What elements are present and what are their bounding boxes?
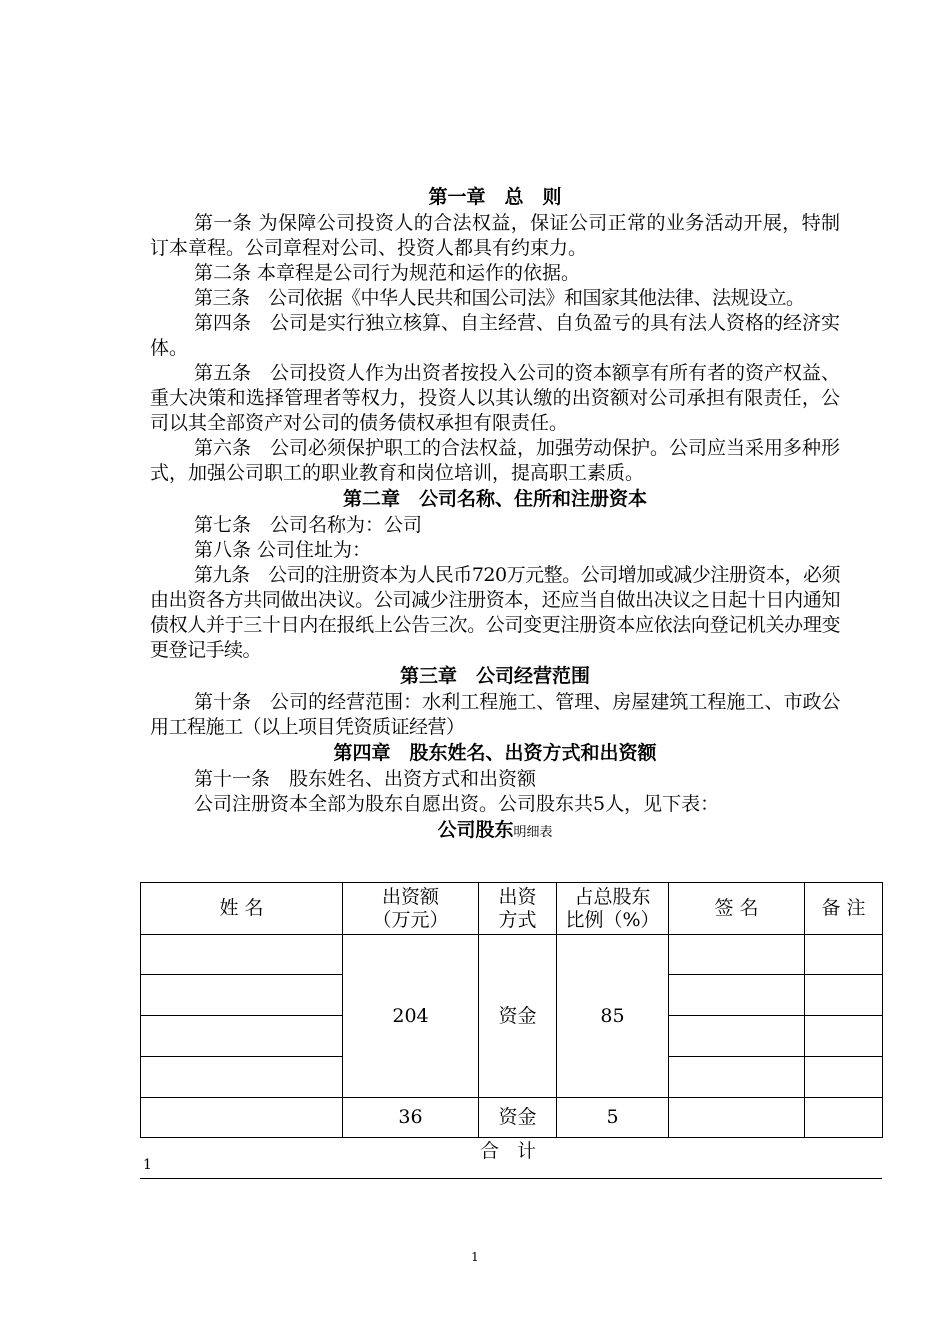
chapter-1-title: 第一章 总 则 — [428, 186, 562, 208]
name-cell — [141, 1098, 343, 1138]
table-row — [141, 1098, 883, 1138]
article-2: 第二条 本章程是公司行为规范和运作的依据。 — [194, 262, 581, 284]
sign-cell — [669, 935, 805, 975]
table-caption-main: 公司股东 — [437, 819, 514, 841]
page-number: 1 — [471, 1250, 479, 1264]
article-11: 第十一条 股东姓名、出资方式和出资额 — [194, 768, 537, 790]
method-cell: 资金 — [479, 935, 557, 1098]
article-7: 第七条 公司名称为：公司 — [194, 514, 423, 536]
capital-note: 公司注册资本全部为股东自愿出资。公司股东共5人，见下表： — [194, 793, 720, 815]
header-ratio: 占总股东 比例（%） — [557, 883, 669, 935]
method-cell: 资金 — [479, 1098, 557, 1138]
chapter-2-title: 第二章 公司名称、住所和注册资本 — [342, 488, 647, 510]
header-amount: 出资额 （万元） — [343, 883, 479, 935]
article-6: 第六条 公司必须保护职工的合法权益，加强劳动保护。公司应当采用多种形式，加强公司职工的职业教育和岗位培训，提高职工素质。 — [150, 437, 841, 484]
header-sign: 签 名 — [669, 883, 805, 935]
table-row — [141, 935, 883, 975]
ratio-cell: 5 — [557, 1098, 669, 1138]
chapter-4-title: 第四章 股东姓名、出资方式和出资额 — [333, 742, 657, 764]
article-8: 第八条 公司住址为： — [194, 539, 372, 561]
remark-cell — [805, 1057, 883, 1098]
article-5: 第五条 公司投资人作为出资者按投入公司的资本额享有所有者的资产权益、重大决策和选择管理者等权力，投资人以其认缴的出资额对公司承担有限责任，公司以其全部资产对公司的债务债权承担有限责任。 — [150, 362, 841, 434]
remark-cell — [805, 1098, 883, 1138]
remark-cell — [805, 935, 883, 975]
article-1: 第一条 为保障公司投资人的合法权益，保证公司正常的业务活动开展，特制订本章程。公司章程对公司、投资人都具有约束力。 — [150, 212, 840, 259]
document-body — [150, 184, 840, 846]
name-cell — [141, 975, 343, 1016]
header-method: 出资 方式 — [479, 883, 557, 935]
header-name: 姓 名 — [141, 883, 343, 935]
name-cell — [141, 935, 343, 975]
amount-cell: 36 — [343, 1098, 479, 1138]
chapter-3-title: 第三章 公司经营范围 — [399, 665, 590, 687]
ratio-cell: 85 — [557, 935, 669, 1098]
shareholder-table — [140, 882, 883, 1138]
article-4: 第四条 公司是实行独立核算、自主经营、自负盈亏的具有法人资格的经济实体。 — [150, 312, 841, 359]
footnote-number: 1 — [143, 1157, 152, 1173]
sign-cell — [669, 1016, 805, 1057]
table-header-row — [141, 883, 883, 935]
name-cell — [141, 1057, 343, 1098]
sign-cell — [669, 1098, 805, 1138]
table-caption-sub: 明细表 — [513, 825, 553, 840]
remark-cell — [805, 975, 883, 1016]
article-10: 第十条 公司的经营范围：水利工程施工、管理、房屋建筑工程施工、市政公用工程施工（以上项目凭资质证经营） — [150, 691, 840, 738]
footnote-separator — [140, 1178, 882, 1179]
name-cell — [141, 1016, 343, 1057]
article-9: 第九条 公司的注册资本为人民币720万元整。公司增加或减少注册资本，必须由出资各方共同做出决议。公司减少注册资本，还应当自做出决议之日起十日内通知债权人并于三十日内在报纸上公告三次。公司变更注册资本应依法向登记机关办理变更登记手续。 — [150, 564, 840, 661]
table-total-label: 合 计 — [479, 1140, 543, 1162]
sign-cell — [669, 1057, 805, 1098]
table-caption — [150, 817, 840, 846]
sign-cell — [669, 975, 805, 1016]
amount-cell: 204 — [343, 935, 479, 1098]
header-remark: 备 注 — [805, 883, 883, 935]
article-3: 第三条 公司依据《中华人民共和国公司法》和国家其他法律、法规设立。 — [194, 287, 805, 309]
remark-cell — [805, 1016, 883, 1057]
